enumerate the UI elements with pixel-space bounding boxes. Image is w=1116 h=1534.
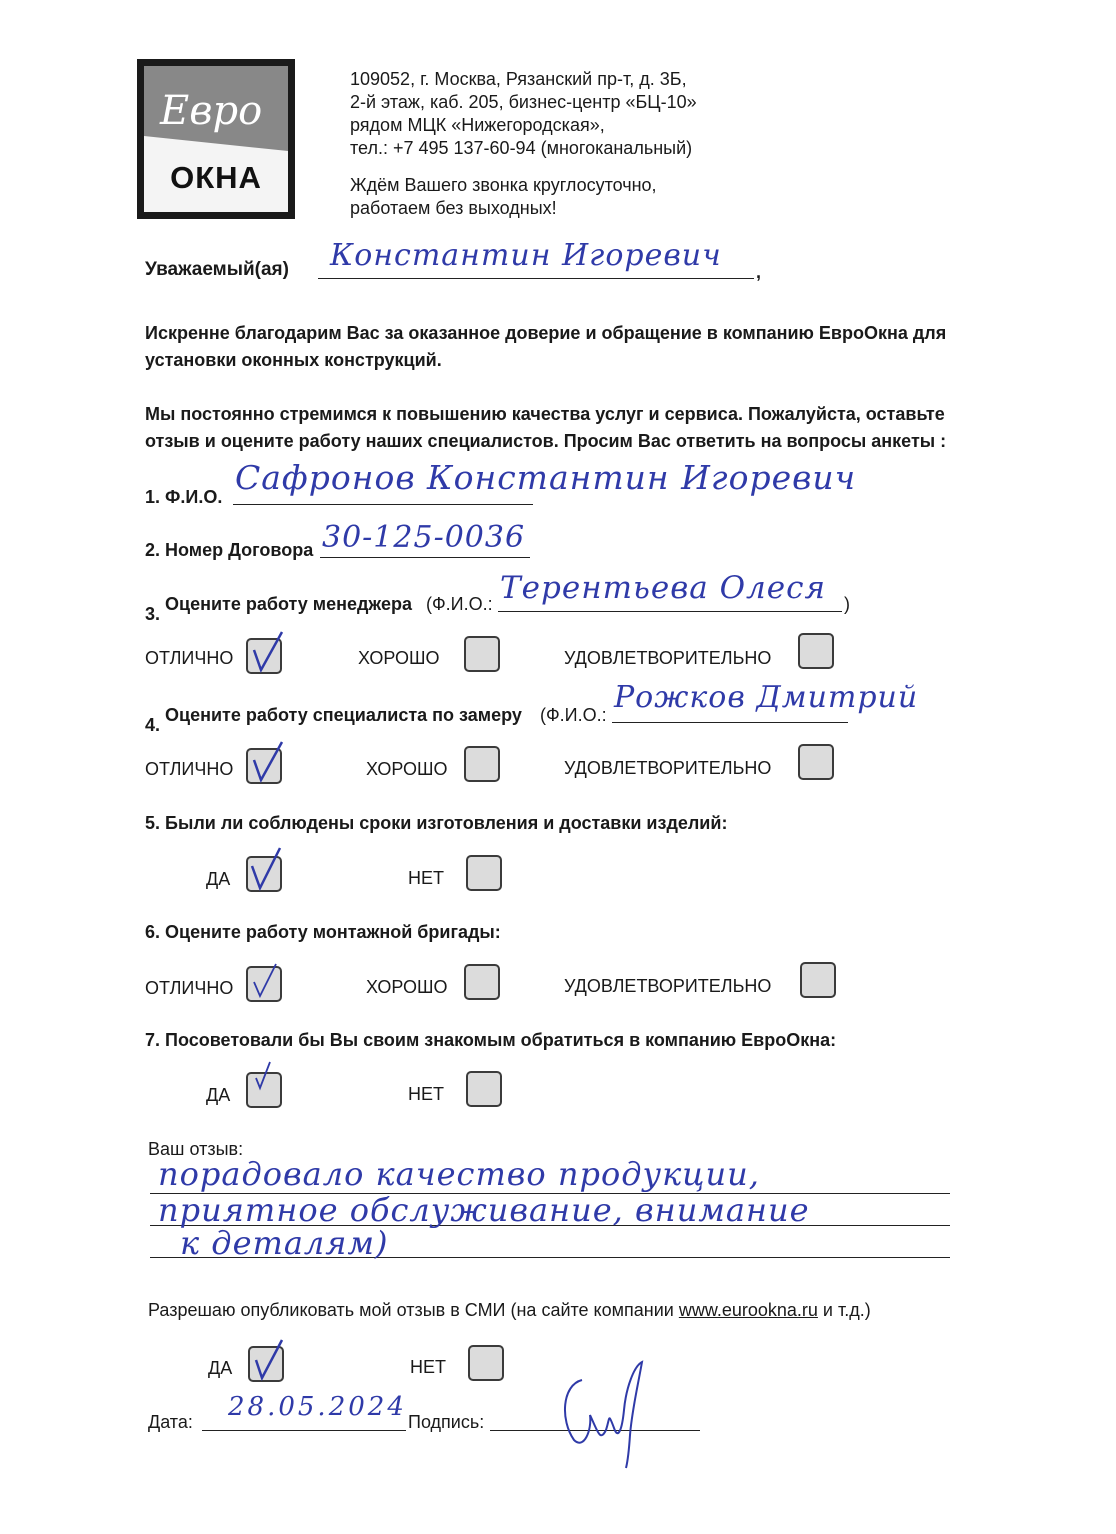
review-label: Ваш отзыв: [148, 1139, 244, 1159]
intro-line: Мы постоянно стремимся к повышению качества услуг и сервиса. Пожалуйста, оставьте [145, 404, 945, 424]
q3-option-label: УДОВЛЕТВОРИТЕЛЬНО [564, 648, 772, 668]
q4-number: 4. [145, 715, 161, 735]
q5-checkbox-no[interactable] [466, 855, 502, 891]
greeting-name-line [318, 278, 754, 279]
q4-checkbox-good[interactable] [464, 746, 500, 782]
signature-label: Подпись: [408, 1412, 485, 1432]
q5-label: 5. Были ли соблюдены сроки изготовления и доставки изделий: [145, 813, 728, 833]
review-text-line-3: к деталям) [180, 1224, 389, 1262]
checkmark-icon [246, 1334, 290, 1384]
q4-line [612, 722, 848, 723]
address-line: 2-й этаж, каб. 205, бизнес-центр «БЦ-10» [350, 92, 697, 112]
company-address [350, 68, 697, 160]
q4-measurer-handwritten: Рожков Дмитрий [614, 680, 919, 715]
checkmark-icon [244, 626, 288, 676]
publish-option-label: ДА [208, 1358, 233, 1378]
q7-option-label: ДА [206, 1085, 231, 1105]
q4-label: Оцените работу специалиста по замеру [165, 705, 522, 725]
checkmark-icon [244, 844, 288, 894]
q4-checkbox-excellent[interactable] [246, 748, 282, 784]
q7-option-label: НЕТ [408, 1084, 444, 1104]
intro-line: Искренне благодарим Вас за оказанное доверие и обращение в компанию ЕвроОкна для [145, 323, 947, 343]
q3-option-label: ОТЛИЧНО [145, 648, 234, 668]
intro-paragraph-2 [145, 401, 946, 455]
q3-close: ) [844, 594, 850, 614]
publish-text-after: и т.д.) [817, 1300, 871, 1320]
q6-checkbox-good[interactable] [464, 964, 500, 1000]
q2-label: 2. Номер Договора [145, 540, 314, 560]
q4-option-label: ОТЛИЧНО [145, 759, 234, 779]
q1-fio-handwritten: Сафронов Константин Игоревич [235, 458, 857, 497]
date-label: Дата: [148, 1412, 193, 1432]
q7-checkbox-no[interactable] [466, 1071, 502, 1107]
greeting-comma: , [756, 262, 762, 282]
q1-label: 1. Ф.И.О. [145, 487, 223, 507]
q3-number: 3. [145, 604, 161, 624]
q3-manager-handwritten: Терентьева Олеся [500, 570, 827, 606]
q4-option-label: УДОВЛЕТВОРИТЕЛЬНО [564, 758, 772, 778]
greeting-label: Уважаемый(ая) [145, 259, 289, 280]
q6-checkbox-satisfactory[interactable] [800, 962, 836, 998]
intro-line: отзыв и оцените работу наших специалистов. Просим Вас ответить на вопросы анкеты : [145, 431, 947, 451]
date-line [202, 1430, 406, 1431]
q5-checkbox-yes[interactable] [246, 856, 282, 892]
logo-top-text: Евро [160, 88, 263, 134]
q3-checkbox-satisfactory[interactable] [798, 633, 834, 669]
q6-checkbox-excellent[interactable] [246, 966, 282, 1002]
publish-option-label: НЕТ [410, 1357, 446, 1377]
checkmark-icon [244, 1060, 288, 1110]
tagline-line: работаем без выходных! [350, 198, 557, 218]
company-tagline [350, 174, 657, 220]
q3-checkbox-excellent[interactable] [246, 638, 282, 674]
q2-contract-number-handwritten: 30-125-0036 [322, 520, 526, 555]
q3-checkbox-good[interactable] [464, 636, 500, 672]
greeting-name-handwritten: Константин Игоревич [330, 238, 722, 273]
address-line: рядом МЦК «Нижегородская», [350, 115, 605, 135]
handwritten-signature [552, 1360, 662, 1470]
q4-fio-label: (Ф.И.О.: [540, 705, 607, 725]
q4-option-label: ХОРОШО [366, 759, 448, 779]
q6-option-label: ОТЛИЧНО [145, 978, 234, 998]
q3-option-label: ХОРОШО [358, 648, 440, 668]
address-line: 109052, г. Москва, Рязанский пр-т, д. 3Б, [350, 69, 687, 89]
website-link[interactable]: www.eurookna.ru [678, 1300, 818, 1320]
q6-option-label: ХОРОШО [366, 977, 448, 997]
q3-label: Оцените работу менеджера [165, 594, 412, 614]
q4-checkbox-satisfactory[interactable] [798, 744, 834, 780]
address-line: тел.: +7 495 137-60-94 (многоканальный) [350, 138, 693, 158]
publish-consent-text [148, 1300, 871, 1321]
review-text-line-2: приятное обслуживание, внимание [158, 1191, 810, 1229]
q5-option-label: ДА [206, 869, 231, 889]
tagline-line: Ждём Вашего звонка круглосуточно, [350, 175, 657, 195]
publish-text-before: Разрешаю опубликовать мой отзыв в СМИ (на сайте компании [148, 1300, 679, 1320]
intro-line: установки оконных конструкций. [145, 350, 442, 370]
q3-line [498, 611, 842, 612]
publish-checkbox-no[interactable] [468, 1345, 504, 1381]
q7-label: 7. Посоветовали бы Вы своим знакомым обратиться в компанию ЕвроОкна: [145, 1030, 837, 1050]
intro-paragraph-1 [145, 320, 946, 374]
q7-checkbox-yes[interactable] [246, 1072, 282, 1108]
checkmark-icon [244, 736, 288, 786]
q2-line [320, 557, 530, 558]
q3-fio-label: (Ф.И.О.: [426, 594, 493, 614]
company-logo [137, 59, 295, 219]
review-text-line-1: порадовало качество продукции, [158, 1155, 760, 1193]
q6-label: 6. Оцените работу монтажной бригады: [145, 922, 501, 942]
date-handwritten: 28.05.2024 [228, 1392, 407, 1422]
q1-line [233, 504, 533, 505]
publish-checkbox-yes[interactable] [248, 1346, 284, 1382]
logo-bottom-text: ОКНА [170, 160, 262, 195]
checkmark-icon [244, 954, 288, 1004]
q5-option-label: НЕТ [408, 868, 444, 888]
q6-option-label: УДОВЛЕТВОРИТЕЛЬНО [564, 976, 772, 996]
